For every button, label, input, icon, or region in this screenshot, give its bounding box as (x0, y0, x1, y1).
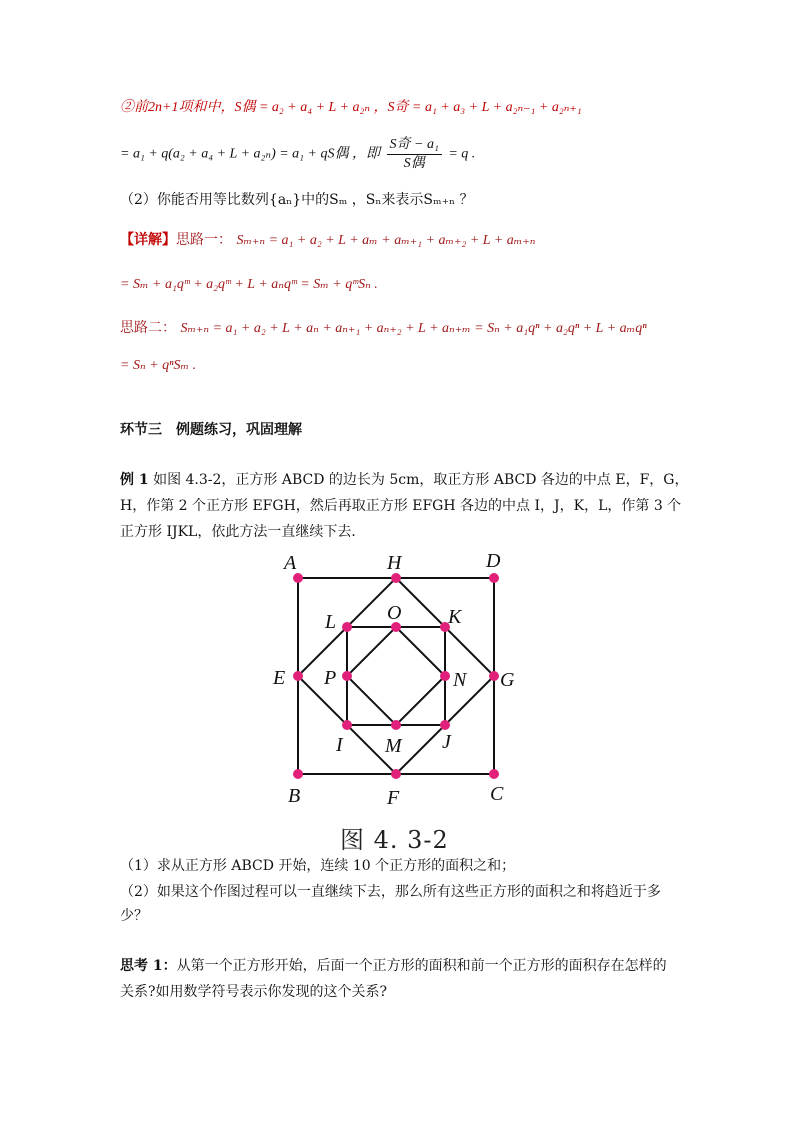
label-h: H (387, 552, 402, 574)
section-title: 环节三 例题练习，巩固理解 (120, 422, 302, 438)
label-n: N (453, 669, 467, 691)
label-l: L (325, 611, 337, 633)
square-mnop (347, 627, 445, 725)
label-p: P (324, 667, 337, 689)
example-line-3: 正方形 IJKL，依此方法一直继续下去． (120, 524, 366, 540)
think-1-line-2: 关系?如用数学符号表示你发现的这个关系? (120, 984, 388, 1000)
detail-tag: 【详解】 (120, 232, 176, 248)
relation-prefix: = a₁ + q(a₂ + a₄ + L + a₂ₙ) = a₁ + qS偶 ，即 (120, 146, 380, 162)
think-text-1: 从第一个正方形开始，后面一个正方形的面积和前一个正方形的面积存在怎样的 (176, 958, 667, 974)
idea-1-label: 思路一： (176, 232, 232, 248)
square-ijkl (347, 627, 445, 725)
label-c: C (490, 783, 504, 805)
idea-1-result: = Sₘ + a₁qᵐ + a₂qᵐ + L + aₙqᵐ = Sₘ + qᵐSₙ . (120, 277, 378, 292)
point-p (342, 671, 352, 681)
point-f (391, 769, 401, 779)
label-i: I (336, 734, 343, 756)
label-o: O (387, 602, 402, 624)
fraction-numerator: S奇 − a₁ (387, 136, 442, 155)
point-d (489, 573, 499, 583)
idea-2-label: 思路二： (120, 320, 176, 336)
label-d: D (486, 550, 501, 572)
example-line-1 (120, 470, 688, 490)
label-k: K (448, 606, 462, 628)
detail-idea-1 (120, 230, 535, 251)
point-i (342, 720, 352, 730)
label-f: F (387, 787, 400, 809)
label-a: A (284, 552, 297, 574)
think-1-line-1 (120, 956, 667, 976)
fraction-denominator: S偶 (403, 156, 425, 171)
label-b: B (288, 785, 301, 807)
point-e (293, 671, 303, 681)
line-odd-sum-relation (120, 136, 475, 173)
point-h (391, 573, 401, 583)
line-even-odd-sums: ②前2n+1项和中，S偶 = a₂ + a₄ + L + a₂ₙ ，S奇 = a₁ + a₃ + L + a₂ₙ₋₁ + a₂ₙ₊₁ (120, 100, 582, 115)
fraction (387, 136, 442, 173)
idea-2-formula: Sₘ₊ₙ = a₁ + a₂ + L + aₙ + aₙ₊₁ + aₙ₊₂ + L + aₙ₊ₘ = Sₙ + a₁qⁿ + a₂qⁿ + L + aₘqⁿ (180, 321, 647, 336)
point-n (440, 671, 450, 681)
point-j (440, 720, 450, 730)
example-text-1: 如图 4.3-2，正方形 ABCD 的边长为 5cm，取正方形 ABCD 各边的中点 E，F，G， (153, 472, 689, 488)
point-l (342, 622, 352, 632)
question-2b: 少？ (120, 908, 148, 924)
idea-2-result: = Sₙ + qⁿSₘ . (120, 358, 197, 373)
example-line-2: H，作第 2 个正方形 EFGH，然后再取正方形 EFGH 各边的中点 I，J，K，L，作第 3 个 (120, 498, 682, 514)
point-b (293, 769, 303, 779)
question-2: （2）你能否用等比数列{aₙ}中的Sₘ ，Sₙ来表示Sₘ₊ₙ ？ (120, 192, 474, 208)
question-2a: （2）如果这个作图过程可以一直继续下去，那么所有这些正方形的面积之和将趋近于多 (120, 884, 661, 900)
idea-1-formula: Sₘ₊ₙ = a₁ + a₂ + L + aₘ + aₘ₊₁ + aₘ₊₂ + L + aₘ₊ₙ (236, 233, 536, 248)
idea-2 (120, 318, 647, 339)
label-e: E (273, 667, 286, 689)
point-g (489, 671, 499, 681)
label-g: G (500, 669, 515, 691)
nested-squares-figure (262, 548, 532, 810)
relation-suffix: = q . (448, 146, 476, 162)
question-1: （1）求从正方形 ABCD 开始，连续 10 个正方形的面积之和； (120, 858, 516, 874)
label-m: M (385, 735, 402, 757)
think-label: 思考 1： (120, 958, 177, 974)
example-label: 例 1 (120, 472, 149, 488)
point-a (293, 573, 303, 583)
point-c (489, 769, 499, 779)
figure-caption: 图 4. 3-2 (340, 826, 449, 854)
label-j: J (442, 731, 451, 753)
point-m (391, 720, 401, 730)
